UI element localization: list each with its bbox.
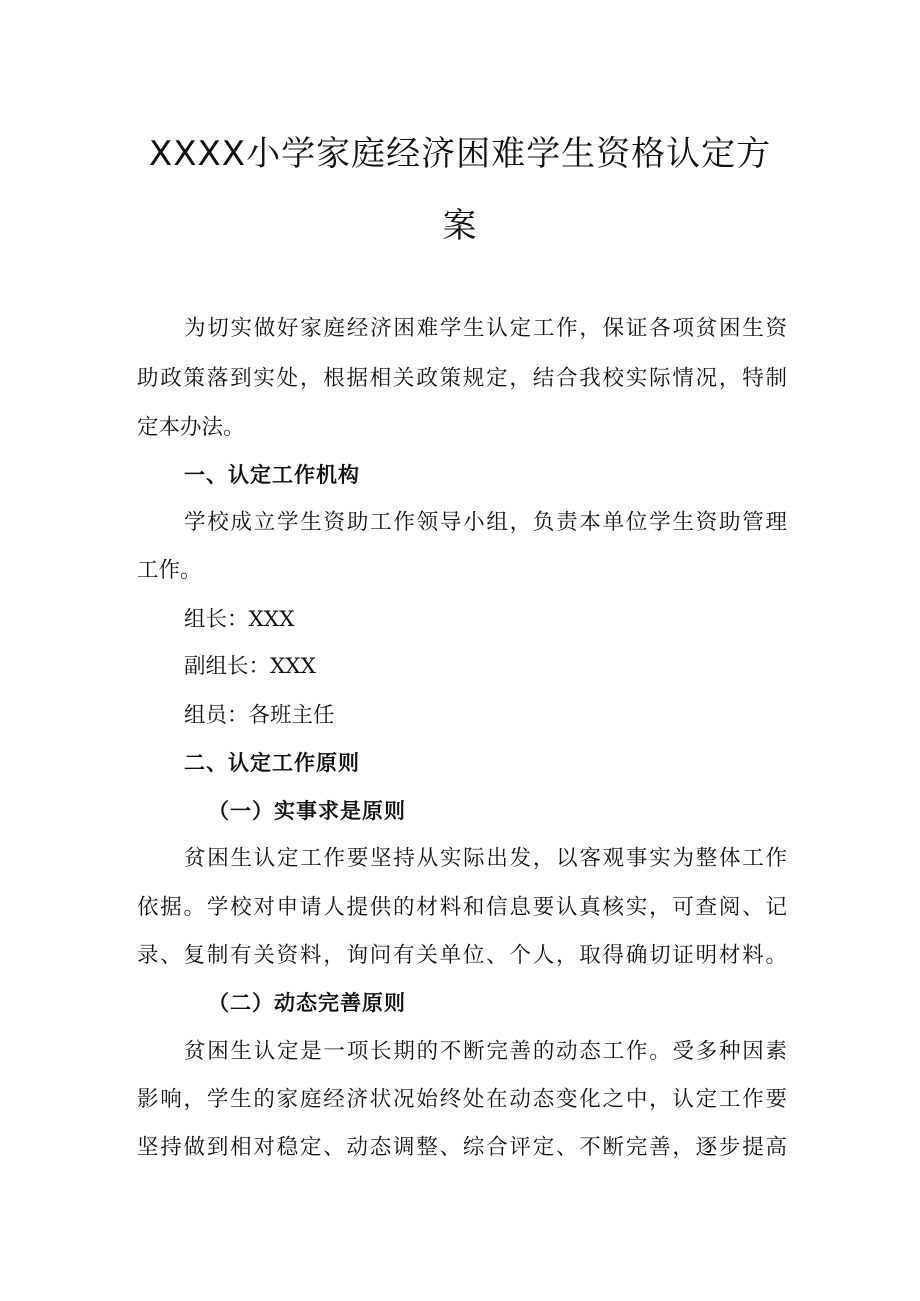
group-members: 组员：各班主任	[184, 703, 335, 728]
principle-1-line-2: 依据。学校对申请人提供的材料和信息要认真核实，可查阅、记	[137, 895, 787, 920]
group-deputy-leader: 副组长：XXX	[184, 654, 316, 679]
intro-line-1: 为切实做好家庭经济困难学生认定工作，保证各项贫困生资	[184, 316, 787, 341]
document-title-line-2: 案	[442, 206, 478, 246]
section-2-heading: 二、认定工作原则	[184, 751, 360, 775]
group-leader: 组长：XXX	[184, 607, 295, 632]
principle-1-heading: （一）实事求是原则	[208, 799, 406, 823]
principle-1-line-3: 录、复制有关资料，询问有关单位、个人，取得确切证明材料。	[137, 943, 787, 968]
principle-2-line-3: 坚持做到相对稳定、动态调整、综合评定、不断完善，逐步提高	[137, 1135, 787, 1160]
intro-line-3: 定本办法。	[137, 415, 245, 440]
principle-2-line-1: 贫困生认定是一项长期的不断完善的动态工作。受多种因素	[184, 1039, 787, 1064]
section-1-body-line-2: 工作。	[137, 558, 202, 583]
principle-1-line-1: 贫困生认定工作要坚持从实际出发，以客观事实为整体工作	[184, 846, 787, 871]
intro-line-2: 助政策落到实处，根据相关政策规定，结合我校实际情况，特制	[137, 366, 787, 391]
document-title-line-1: XXXX小学家庭经济困难学生资格认定方	[148, 134, 772, 174]
section-1-heading: 一、认定工作机构	[184, 463, 360, 487]
principle-2-heading: （二）动态完善原则	[208, 991, 406, 1015]
section-1-body-line-1: 学校成立学生资助工作领导小组，负责本单位学生资助管理	[184, 510, 787, 535]
principle-2-line-2: 影响，学生的家庭经济状况始终处在动态变化之中，认定工作要	[137, 1087, 787, 1112]
